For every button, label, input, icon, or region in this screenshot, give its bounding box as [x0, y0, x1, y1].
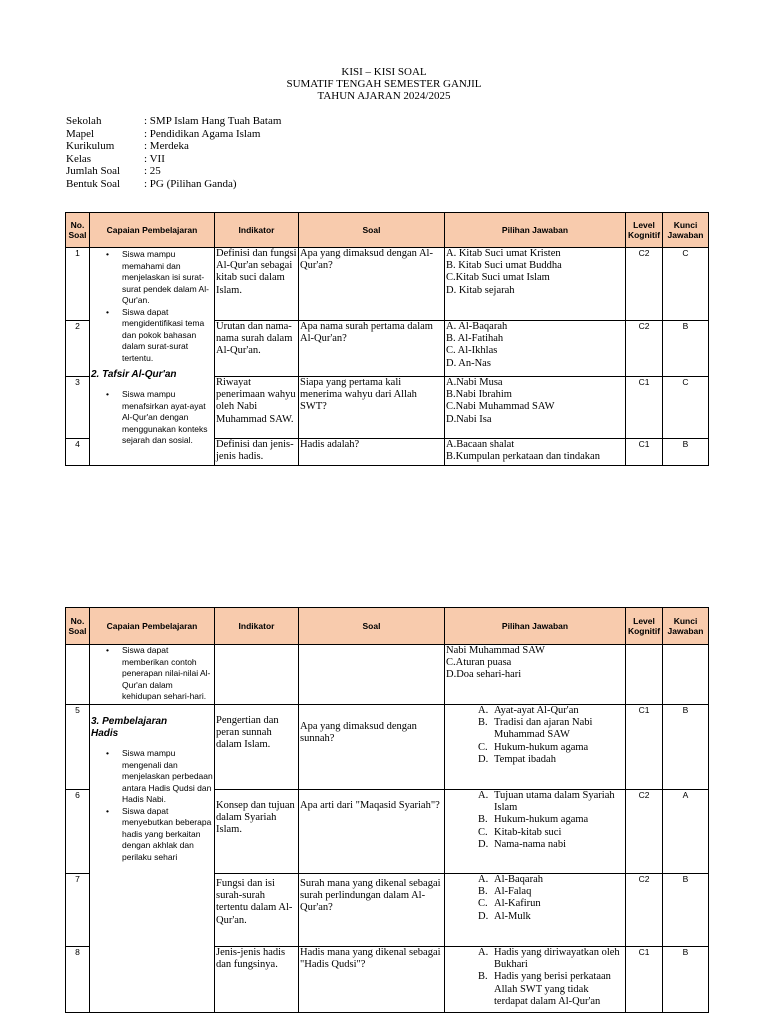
- option-text: Ayat-ayat Al-Qur'an: [494, 705, 579, 716]
- title-line-2: SUMATIF TENGAH SEMESTER GANJIL: [286, 78, 482, 90]
- soal-cell: Siapa yang pertama kali menerima wahyu dari Allah SWT?: [299, 377, 445, 439]
- row-number: 1: [66, 248, 90, 321]
- option-letter: B.: [478, 971, 488, 983]
- meta-value: : SMP Islam Hang Tuah Batam: [144, 115, 282, 127]
- indikator-cell: Definisi dan jenis-jenis hadis.: [215, 439, 299, 466]
- header-text: Jawaban: [667, 230, 704, 240]
- pilihan-cell: [445, 645, 626, 705]
- option-item: A.Bacaan shalat: [446, 439, 515, 450]
- option-text: Al-Falaq: [494, 886, 532, 898]
- col-header-no: [66, 608, 90, 645]
- option-text: Al-Baqarah: [494, 874, 543, 885]
- option-letter: A.: [478, 874, 489, 885]
- option-item: C.Aturan puasa: [446, 657, 512, 669]
- meta-label: Mapel: [66, 127, 95, 140]
- level-cell: C1: [626, 439, 663, 466]
- pilihan-cell: [445, 321, 626, 377]
- level-cell: C2: [626, 790, 663, 874]
- kunci-cell: C: [663, 377, 709, 439]
- indikator-cell: Definisi dan fungsi Al-Qur'an sebagai kitab suci dalam Islam.: [215, 248, 299, 321]
- option-letter: B.: [478, 814, 488, 826]
- header-text: Jawaban: [667, 626, 704, 636]
- soal-cell: Hadis mana yang dikenal sebagai "Hadis Qudsi"?: [299, 947, 445, 1013]
- option-text: Al-Mulk: [494, 910, 531, 922]
- indikator-cell: Urutan dan nama-nama surah dalam Al-Qur'an.: [215, 321, 299, 377]
- kunci-cell: C: [663, 248, 709, 321]
- col-header-level: [626, 213, 663, 248]
- title-line-3: TAHUN AJARAN 2024/2025: [317, 90, 451, 102]
- header-text: No.: [70, 616, 85, 626]
- meta-label: Bentuk Soal: [66, 177, 121, 190]
- option-item: A.Nabi Musa: [446, 377, 503, 388]
- indikator-cell: Pengertian dan peran sunnah dalam Islam.: [215, 705, 299, 790]
- capaian-item: • Siswa mampu menafsirkan ayat-ayat Al-Qur'an dengan menggunakan konteks sejarah dan sosial.: [122, 389, 213, 447]
- header-text: Soal: [68, 230, 87, 240]
- meta-label: Kelas: [66, 152, 92, 165]
- header-text: Kunci: [673, 220, 698, 230]
- option-letter: B.: [478, 886, 488, 898]
- capaian-item: • Siswa dapat mengidentifikasi tema dan pokok bahasan dalam surat-surat tertentu.: [122, 307, 213, 365]
- row-number: 6: [66, 790, 90, 874]
- option-list: [446, 947, 624, 1008]
- option-letter: A.: [478, 790, 489, 801]
- option-item: D.Doa sehari-hari: [446, 669, 522, 681]
- col-header-no: [66, 213, 90, 248]
- table-header-row: [66, 608, 709, 645]
- option-item: B.Kumpulan perkataan dan tindakan: [446, 451, 600, 463]
- meta-row-mapel: [66, 128, 281, 141]
- option-item: D. Kitab sejarah: [446, 284, 515, 296]
- meta-value: : 25: [144, 165, 161, 178]
- option-item: A. Al-Baqarah: [446, 321, 508, 332]
- row-number: 7: [66, 874, 90, 947]
- pilihan-cell: [445, 947, 626, 1013]
- meta-value: : Merdeka: [144, 140, 189, 153]
- header-text: Kognitif: [627, 626, 661, 636]
- indikator-cell: Jenis-jenis hadis dan fungsinya.: [215, 947, 299, 1013]
- option-item: [478, 717, 624, 741]
- table-row: [66, 248, 709, 321]
- capaian-cell: [90, 248, 215, 466]
- option-item: C.Nabi Muhammad SAW: [446, 401, 555, 413]
- kunci-cell: B: [663, 874, 709, 947]
- soal-cell: Apa nama surah pertama dalam Al-Qur'an?: [299, 321, 445, 377]
- option-item: B. Al-Fatihah: [446, 333, 504, 345]
- capaian-item: • Siswa dapat memberikan contoh penerapan nilai-nilai Al-Qur'an dalam kehidupan sehari-hari.: [122, 645, 213, 703]
- table-row-continuation: [66, 645, 709, 705]
- col-header-soal: Soal: [299, 213, 445, 248]
- meta-label: Sekolah: [66, 115, 102, 127]
- pilihan-cell: [445, 705, 626, 790]
- col-header-soal: Soal: [299, 608, 445, 645]
- title-line-1: KISI – KISI SOAL: [341, 66, 427, 78]
- meta-row-kurikulum: [66, 140, 281, 153]
- level-cell-empty: [626, 645, 663, 705]
- option-item: [478, 874, 624, 886]
- table-row: [66, 705, 709, 790]
- kunci-cell: A: [663, 790, 709, 874]
- kunci-cell: B: [663, 705, 709, 790]
- option-item: C. Al-Ikhlas: [446, 345, 498, 357]
- capaian-cell: [90, 705, 215, 1013]
- meta-value: : PG (Pilihan Ganda): [144, 177, 237, 190]
- row-number: 4: [66, 439, 90, 466]
- col-header-capaian: Capaian Pembelajaran: [90, 608, 215, 645]
- capaian-list: [91, 645, 213, 703]
- header-text: Soal: [68, 626, 87, 636]
- row-number: 8: [66, 947, 90, 1013]
- level-cell: C1: [626, 705, 663, 790]
- option-letter: C.: [478, 741, 488, 753]
- option-item: [478, 886, 624, 898]
- kunci-cell-empty: [663, 645, 709, 705]
- level-cell: C1: [626, 377, 663, 439]
- capaian-cell: [90, 645, 215, 705]
- option-list: [446, 874, 624, 923]
- option-letter: B.: [478, 717, 488, 729]
- level-cell: C2: [626, 874, 663, 947]
- header-text: Level: [633, 616, 655, 626]
- row-number: 2: [66, 321, 90, 377]
- option-item: A. Kitab Suci umat Kristen: [446, 248, 561, 259]
- level-cell: C2: [626, 321, 663, 377]
- col-header-kunci: [663, 213, 709, 248]
- option-text: Kitab-kitab suci: [494, 826, 562, 838]
- meta-value: : Pendidikan Agama Islam: [144, 127, 261, 140]
- kunci-cell: B: [663, 947, 709, 1013]
- option-item: [478, 753, 624, 766]
- col-header-capaian: Capaian Pembelajaran: [90, 213, 215, 248]
- indikator-cell: Riwayat penerimaan wahyu oleh Nabi Muhammad SAW.: [215, 377, 299, 439]
- level-cell: C1: [626, 947, 663, 1013]
- col-header-level: [626, 608, 663, 645]
- kunci-cell: B: [663, 439, 709, 466]
- pilihan-cell: [445, 439, 626, 466]
- header-text: Kunci: [673, 616, 698, 626]
- option-item: [478, 838, 624, 851]
- indikator-cell: Konsep dan tujuan dalam Syariah Islam.: [215, 790, 299, 874]
- option-text: Hadis yang berisi perkataan Allah SWT yang tidak terdapat dalam Al-Qur'an: [494, 971, 611, 1007]
- col-header-pilihan: Pilihan Jawaban: [445, 608, 626, 645]
- capaian-list: [91, 249, 213, 364]
- col-header-indikator: Indikator: [215, 213, 299, 248]
- level-cell: C2: [626, 248, 663, 321]
- option-text: Hukum-hukum agama: [494, 814, 589, 826]
- option-item: [478, 741, 624, 754]
- capaian-item: • Siswa dapat menyebutkan beberapa hadis yang berkaitan dengan akhlak dan perilaku sehari: [122, 806, 213, 864]
- option-letter: D.: [478, 838, 489, 850]
- row-number-empty: [66, 645, 90, 705]
- indikator-cell: Fungsi dan isi surah-surah tertentu dalam Al-Qur'an.: [215, 874, 299, 947]
- row-number: 3: [66, 377, 90, 439]
- option-item: D.Nabi Isa: [446, 413, 492, 425]
- col-header-pilihan: Pilihan Jawaban: [445, 213, 626, 248]
- soal-cell: Apa arti dari "Maqasid Syariah"?: [299, 790, 445, 874]
- pilihan-cell: [445, 248, 626, 321]
- pilihan-cell: [445, 874, 626, 947]
- soal-cell: Surah mana yang dikenal sebagai surah perlindungan dalam Al-Qur'an?: [299, 874, 445, 947]
- option-item: [478, 910, 624, 923]
- option-item: B.Nabi Ibrahim: [446, 389, 512, 401]
- meta-value: : VII: [144, 152, 165, 165]
- document-title: [0, 66, 768, 102]
- option-list: [446, 790, 624, 851]
- document-meta: [66, 115, 281, 191]
- option-item: Nabi Muhammad SAW: [446, 645, 545, 656]
- pilihan-cell: [445, 790, 626, 874]
- meta-row-jumlah-soal: [66, 165, 281, 178]
- kisi-table-1: [65, 212, 709, 466]
- option-item: [478, 705, 624, 717]
- option-text: Tujuan utama dalam Syariah Islam: [494, 790, 615, 814]
- option-text: Hukum-hukum agama: [494, 741, 589, 753]
- meta-row-bentuk-soal: [66, 178, 281, 191]
- option-letter: D.: [478, 910, 489, 922]
- row-number: 5: [66, 705, 90, 790]
- capaian-list: [91, 748, 213, 863]
- option-text: Al-Kafirun: [494, 898, 541, 910]
- option-letter: C.: [478, 826, 488, 838]
- soal-cell: Hadis adalah?: [299, 439, 445, 466]
- section-title: 3. Pembelajaran Hadis: [91, 716, 168, 739]
- option-item: C.Kitab Suci umat Islam: [446, 272, 550, 284]
- header-text: Kognitif: [627, 230, 661, 240]
- kisi-table-2: [65, 607, 709, 1013]
- section-title: 2. Tafsir Al-Qur'an: [91, 369, 177, 380]
- option-text: Nama-nama nabi: [494, 838, 567, 850]
- header-text: Level: [633, 220, 655, 230]
- option-item: D. An-Nas: [446, 357, 491, 369]
- option-item: [478, 814, 624, 826]
- option-item: [478, 947, 624, 971]
- capaian-item: • Siswa mampu memahami dan menjelaskan isi surat-surat pendek dalam Al-Qur'an.: [122, 249, 213, 307]
- meta-row-kelas: [66, 153, 281, 166]
- meta-label: Kurikulum: [66, 140, 115, 153]
- option-item: [478, 898, 624, 910]
- option-item: [478, 790, 624, 814]
- option-item: [478, 826, 624, 839]
- pilihan-cell: [445, 377, 626, 439]
- meta-label: Jumlah Soal: [66, 165, 121, 178]
- option-text: Hadis yang diriwayatkan oleh Bukhari: [494, 947, 620, 971]
- capaian-item: • Siswa mampu mengenali dan menjelaskan perbedaan antara Hadis Qudsi dan Hadis Nabi.: [122, 748, 213, 806]
- option-letter: A.: [478, 705, 489, 716]
- capaian-list: [91, 389, 213, 447]
- table-header-row: [66, 213, 709, 248]
- option-list: [446, 705, 624, 766]
- option-item: B. Kitab Suci umat Buddha: [446, 260, 562, 272]
- soal-cell-empty: [299, 645, 445, 705]
- header-text: No.: [70, 220, 85, 230]
- soal-cell: Apa yang dimaksud dengan Al-Qur'an?: [299, 248, 445, 321]
- col-header-indikator: Indikator: [215, 608, 299, 645]
- option-letter: A.: [478, 947, 489, 958]
- col-header-kunci: [663, 608, 709, 645]
- option-letter: D.: [478, 753, 489, 765]
- option-text: Tradisi dan ajaran Nabi Muhammad SAW: [494, 717, 593, 741]
- option-text: Tempat ibadah: [494, 753, 556, 765]
- meta-row-sekolah: [66, 115, 281, 128]
- kunci-cell: B: [663, 321, 709, 377]
- soal-cell: Apa yang dimaksud dengan sunnah?: [299, 705, 445, 790]
- option-letter: C.: [478, 898, 488, 910]
- option-item: [478, 971, 624, 1008]
- indikator-cell-empty: [215, 645, 299, 705]
